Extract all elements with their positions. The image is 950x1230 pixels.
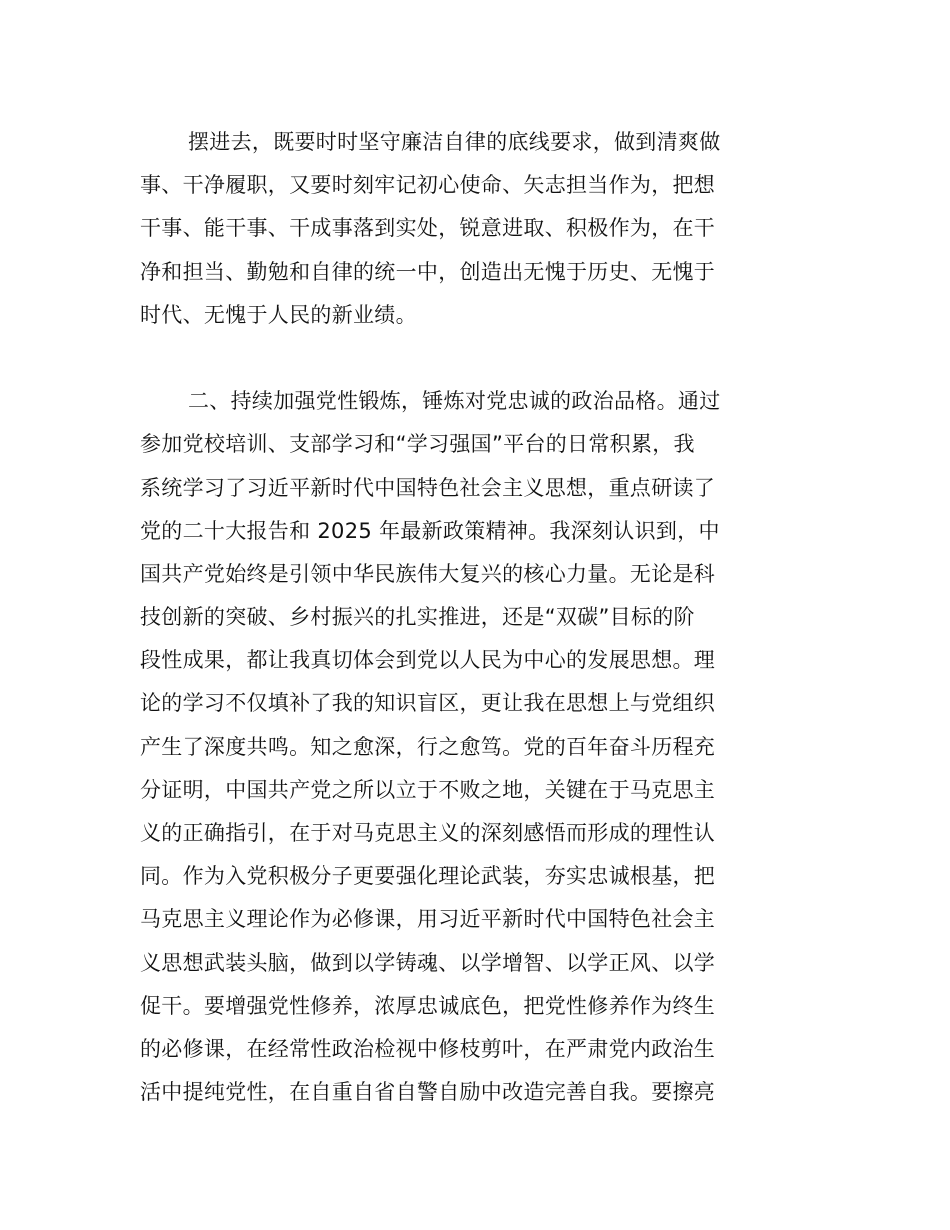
- paragraph-1: [140, 121, 816, 337]
- text-line: 技创新的突破、乡村振兴的扎实推进，还是“双碳”目标的阶: [140, 605, 695, 630]
- text-line: 促干。要增强党性修养，浓厚忠诚底色，把党性修养作为终生: [140, 993, 716, 1018]
- text-line: 活中提纯党性，在自重自省自警自励中改造完善自我。要擦亮: [140, 1080, 716, 1105]
- text-line: 国共产党始终是引领中华民族伟大复兴的核心力量。无论是科: [140, 561, 716, 586]
- text-line: 产生了深度共鸣。知之愈深，行之愈笃。党的百年奋斗历程充: [140, 734, 716, 759]
- text-line: 段性成果，都让我真切体会到党以人民为中心的发展思想。理: [140, 648, 716, 673]
- text-line: 摆进去，既要时时坚守廉洁自律的底线要求，做到清爽做: [188, 130, 721, 154]
- document-body: [140, 121, 816, 1114]
- text-line: 同。作为入党积极分子更要强化理论武装，夯实忠诚根基，把: [140, 864, 716, 889]
- paragraph-gap: [140, 337, 816, 380]
- text-line: 系统学习了习近平新时代中国特色社会主义思想，重点研读了: [140, 475, 716, 500]
- text-line: 马克思主义理论作为必修课，用习近平新时代中国特色社会主: [140, 907, 716, 932]
- text-line: 事、干净履职，又要时刻牢记初心使命、矢志担当作为，把想: [140, 173, 716, 198]
- text-line: 党的二十大报告和 2025 年最新政策精神。我深刻认识到，中: [140, 518, 720, 543]
- text-line: 义思想武装头脑，做到以学铸魂、以学增智、以学正风、以学: [140, 950, 716, 975]
- text-line: 论的学习不仅填补了我的知识盲区，更让我在思想上与党组织: [140, 691, 716, 716]
- text-line: 时代、无愧于人民的新业绩。: [140, 302, 417, 327]
- text-line: 参加党校培训、支部学习和“学习强国”平台的日常积累，我: [140, 432, 695, 457]
- text-line: 分证明，中国共产党之所以立于不败之地，关键在于马克思主: [140, 777, 716, 802]
- text-line: 净和担当、勤勉和自律的统一中，创造出无愧于历史、无愧于: [140, 259, 716, 284]
- paragraph-2: [140, 380, 816, 1114]
- text-line: 二、持续加强党性锻炼，锤炼对党忠诚的政治品格。通过: [188, 389, 721, 414]
- text-line: 的必修课，在经常性政治检视中修枝剪叶，在严肃党内政治生: [140, 1036, 716, 1061]
- text-line: 干事、能干事、干成事落到实处，锐意进取、积极作为，在干: [140, 216, 716, 241]
- text-line: 义的正确指引，在于对马克思主义的深刻感悟而形成的理性认: [140, 821, 716, 845]
